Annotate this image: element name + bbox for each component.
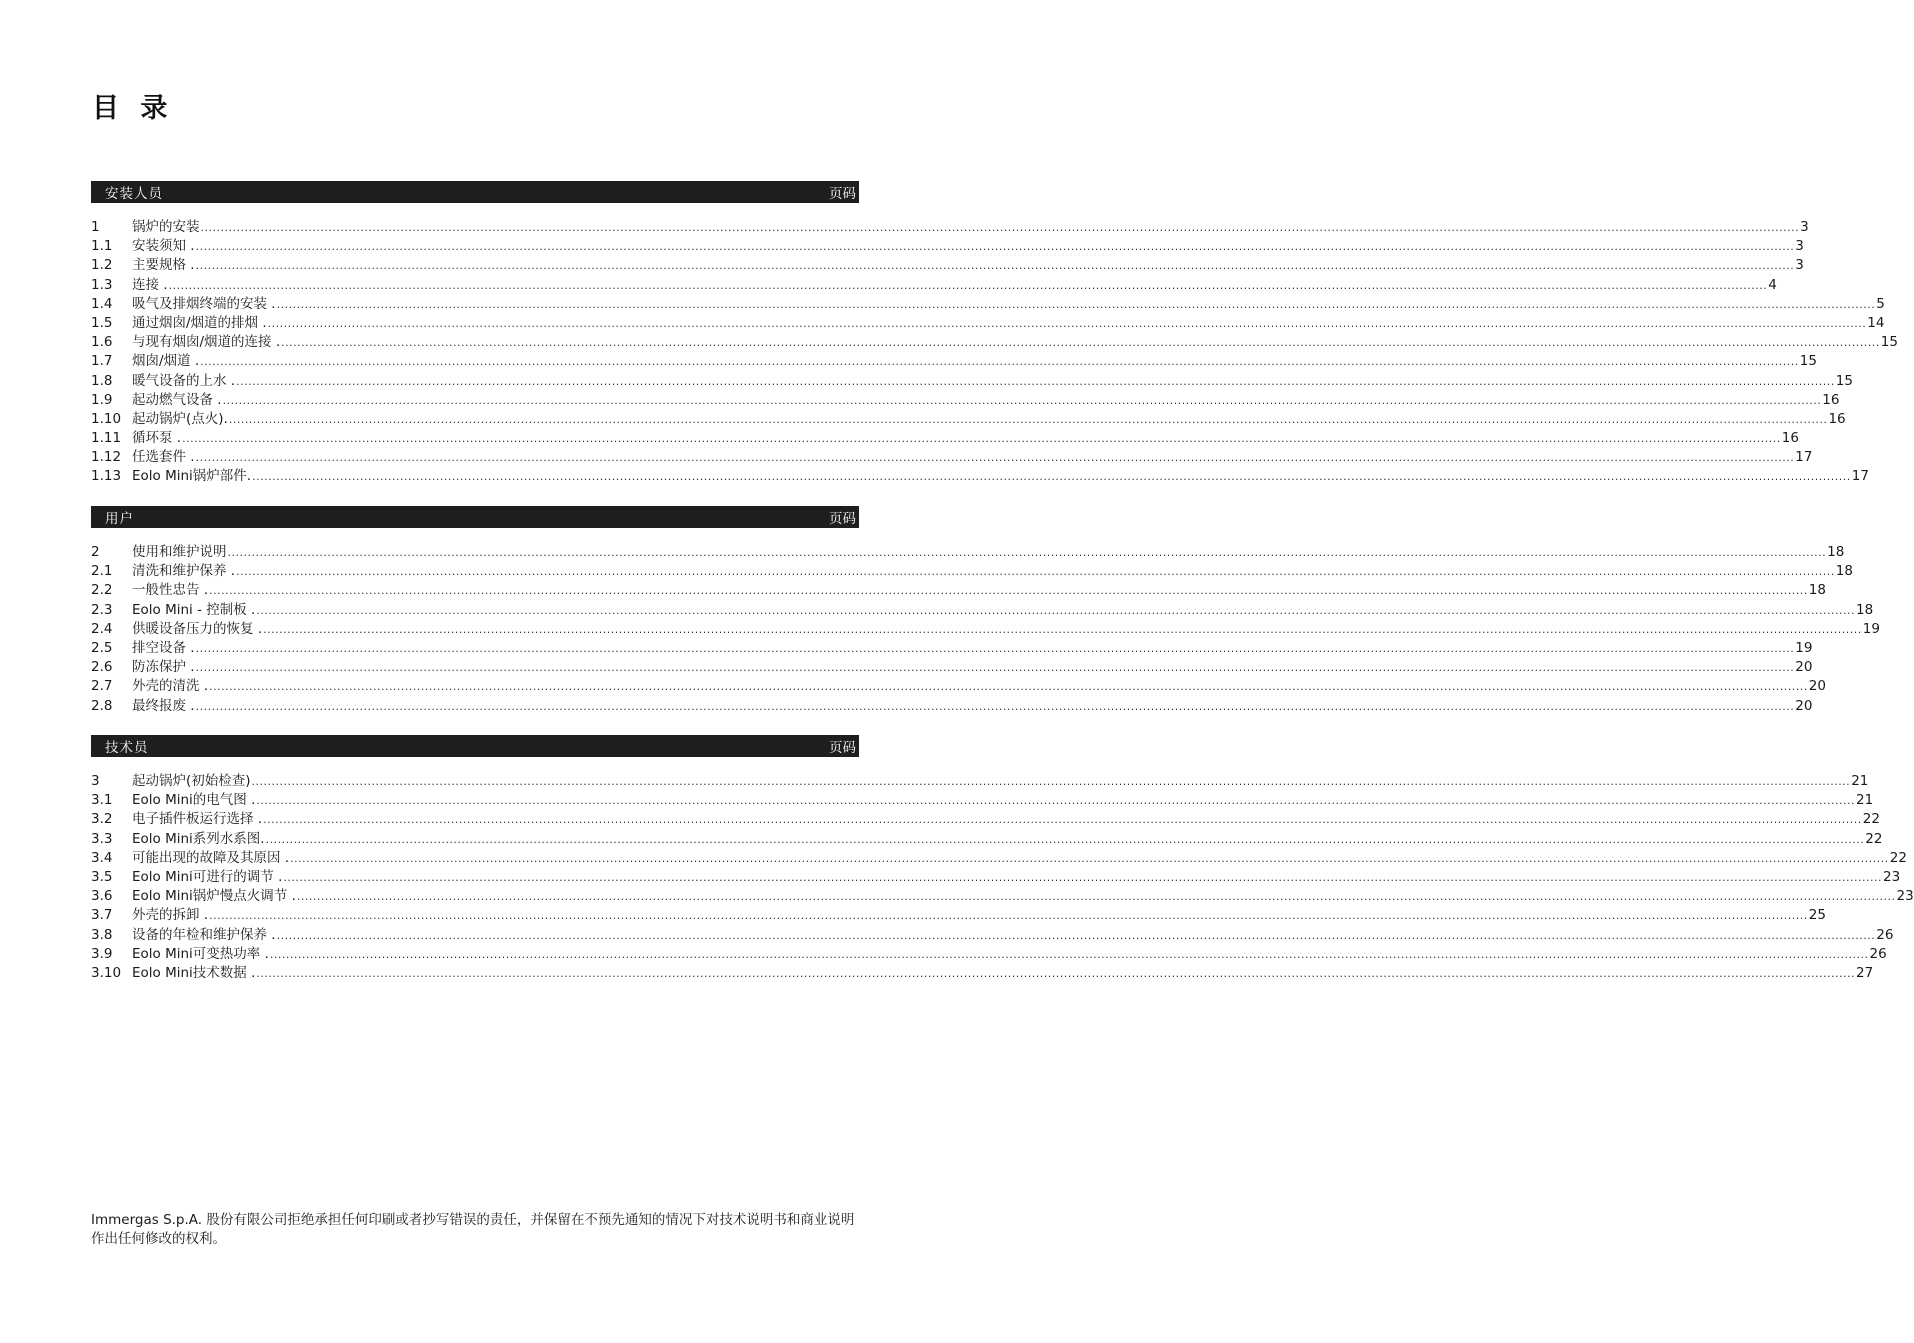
toc-list: [91, 772, 1914, 983]
toc-entry-title: 烟囱/烟道 .: [132, 353, 200, 370]
toc-entry[interactable]: [91, 391, 1840, 410]
disclaimer-text: Immergas S.p.A. 股份有限公司拒绝承担任何印刷或者抄写错误的责任，并保留在不预先通知的情况下对技术说明书和商业说明作出任何修改的权利。: [91, 1212, 855, 1247]
toc-entry-title: 起动燃气设备 .: [132, 391, 222, 408]
dot-leader: ................................................................................................................................................................................................................................................................................................................................................................................................................: [267, 316, 1867, 330]
page-column-label: 页码: [829, 511, 856, 527]
toc-entry-page: 21: [1851, 773, 1869, 789]
toc-entry[interactable]: [91, 256, 1804, 275]
toc-entry-title: 吸气及排烟终端的安装 .: [132, 295, 276, 312]
toc-entry[interactable]: [91, 810, 1880, 829]
toc-entry-title: 供暖设备压力的恢复 .: [132, 620, 263, 637]
toc-entry[interactable]: [91, 639, 1813, 658]
page-column-label: 页码: [829, 186, 856, 202]
toc-entry-title: 安装须知 .: [132, 238, 195, 255]
toc-entry-title: 使用和维护说明: [132, 544, 227, 560]
toc-section: [91, 181, 1898, 487]
toc-entry[interactable]: [91, 868, 1901, 887]
toc-entry-number: 1.13: [91, 468, 122, 485]
dot-leader: ................................................................................................................................................................................................................................................................................................................................................................................................................: [228, 412, 1828, 426]
toc-entry-number: 1.10: [91, 410, 122, 427]
dot-leader: ................................................................................................................................................................................................................................................................................................................................................................................................................: [256, 603, 1855, 617]
dot-leader: ................................................................................................................................................................................................................................................................................................................................................................................................................: [251, 775, 1851, 788]
toc-entry-title: 排空设备 .: [132, 639, 195, 656]
toc-entry-number: 1.4: [91, 295, 113, 312]
dot-leader: ................................................................................................................................................................................................................................................................................................................................................................................................................: [256, 794, 1856, 808]
toc-entry-number: 3.9: [91, 945, 113, 962]
toc-entry-title: Eolo Mini可变热功率 .: [132, 945, 269, 962]
toc-entry-number: 3.7: [91, 907, 113, 924]
toc-entry-page: 16: [1828, 410, 1846, 427]
dot-leader: ................................................................................................................................................................................................................................................................................................................................................................................................................: [236, 374, 1835, 388]
dot-leader: ................................................................................................................................................................................................................................................................................................................................................................................................................: [209, 584, 1808, 598]
dot-leader: ................................................................................................................................................................................................................................................................................................................................................................................................................: [195, 699, 1795, 713]
toc-entry-title: Eolo Mini锅炉慢点火调节 .: [132, 888, 296, 905]
toc-entry[interactable]: [91, 429, 1799, 448]
toc-entry-page: 15: [1880, 334, 1898, 351]
toc-entry-number: 3.6: [91, 888, 113, 905]
dot-leader: ................................................................................................................................................................................................................................................................................................................................................................................................................: [276, 928, 1876, 942]
toc-entry-page: 18: [1835, 563, 1853, 580]
toc-entry-title: 清洗和维护保养 .: [132, 563, 236, 580]
dot-leader: ................................................................................................................................................................................................................................................................................................................................................................................................................: [263, 622, 1862, 636]
toc-entry[interactable]: [91, 887, 1914, 906]
toc-entry-page: 15: [1835, 372, 1853, 389]
toc-entry[interactable]: [91, 849, 1907, 868]
dot-leader: ................................................................................................................................................................................................................................................................................................................................................................................................................: [195, 641, 1795, 655]
toc-entry[interactable]: [91, 295, 1885, 314]
toc-entry-number: 3.4: [91, 849, 113, 866]
dot-leader: ................................................................................................................................................................................................................................................................................................................................................................................................................: [195, 259, 1795, 273]
toc-entry-page: 27: [1856, 964, 1874, 981]
toc-entry[interactable]: [91, 333, 1898, 352]
toc-entry-title: 最终报废 .: [132, 697, 195, 714]
toc-entry[interactable]: [91, 945, 1887, 964]
toc-entry-title: Eolo Mini锅炉部件.: [132, 468, 252, 485]
toc-entry-title: 起动锅炉(初始检查): [132, 773, 251, 789]
toc-entry-page: 3: [1795, 238, 1804, 255]
dot-leader: ................................................................................................................................................................................................................................................................................................................................................................................................................: [195, 661, 1795, 675]
toc-entry[interactable]: [91, 467, 1869, 486]
dot-leader: ................................................................................................................................................................................................................................................................................................................................................................................................................: [236, 565, 1835, 579]
toc-entry-page: 26: [1876, 926, 1894, 943]
toc-section: [91, 506, 1880, 716]
toc-entry[interactable]: [91, 697, 1813, 716]
dot-leader: ................................................................................................................................................................................................................................................................................................................................................................................................................: [265, 832, 1865, 846]
toc-entry-number: 1.8: [91, 372, 113, 389]
toc-entry-number: 3.5: [91, 868, 113, 885]
toc-entry-title: Eolo Mini - 控制板 .: [132, 601, 256, 618]
toc-entry-page: 4: [1768, 276, 1777, 293]
toc-entry-number: 1.5: [91, 314, 113, 331]
toc-entry-page: 17: [1795, 449, 1813, 466]
toc-entry-page: 20: [1808, 678, 1826, 695]
page-title: 目 录: [92, 93, 174, 124]
toc-entry-title: 一般性忠告 .: [132, 582, 209, 599]
dot-leader: ................................................................................................................................................................................................................................................................................................................................................................................................................: [209, 909, 1808, 923]
dot-leader: ................................................................................................................................................................................................................................................................................................................................................................................................................: [195, 240, 1795, 254]
toc-entry-title: 通过烟囱/烟道的排烟 .: [132, 314, 267, 331]
toc-entry-number: 2.2: [91, 582, 113, 599]
toc-entry-page: 18: [1808, 582, 1826, 599]
toc-entry-page: 21: [1856, 792, 1874, 809]
toc-entry-page: 23: [1883, 868, 1901, 885]
dot-leader: ................................................................................................................................................................................................................................................................................................................................................................................................................: [209, 680, 1808, 694]
toc-entry-number: 1.1: [91, 238, 113, 255]
section-heading: 安装人员: [105, 186, 163, 202]
toc-entry-page: 19: [1795, 639, 1813, 656]
toc-entry-title: 任选套件 .: [132, 449, 195, 466]
toc-entry-number: 3.1: [91, 792, 113, 809]
toc-entry[interactable]: [91, 352, 1817, 371]
toc-entry-title: 循环泵 .: [132, 430, 182, 447]
dot-leader: ................................................................................................................................................................................................................................................................................................................................................................................................................: [182, 432, 1781, 446]
toc-entry-page: 19: [1862, 620, 1880, 637]
toc-entry-number: 1.7: [91, 353, 113, 370]
toc-entry-title: Eolo Mini技术数据 .: [132, 964, 256, 981]
page-column-label: 页码: [829, 740, 856, 756]
toc-entry-title: Eolo Mini系列水系图.: [132, 830, 265, 847]
toc-entry[interactable]: [91, 620, 1880, 639]
toc-entry-title: 连接 .: [132, 276, 168, 293]
toc-entry-number: 2.4: [91, 620, 113, 637]
toc-entry-page: 22: [1865, 830, 1883, 847]
toc-entry-number: 2.1: [91, 563, 113, 580]
toc-entry-number: 1: [91, 219, 100, 235]
toc-entry-page: 22: [1889, 849, 1907, 866]
toc-entry-number: 2.7: [91, 678, 113, 695]
toc-entry[interactable]: [91, 237, 1804, 256]
toc-entry-page: 20: [1795, 697, 1813, 714]
toc-entry-number: 1.3: [91, 276, 113, 293]
toc-entry-page: 16: [1822, 391, 1840, 408]
toc-entry-number: 2.6: [91, 659, 113, 676]
toc-entry[interactable]: [91, 830, 1883, 849]
toc-entry-page: 5: [1876, 295, 1885, 312]
toc-entry-page: 15: [1799, 353, 1817, 370]
toc-entry-number: 3: [91, 773, 100, 789]
toc-entry-title: 外壳的拆卸 .: [132, 907, 209, 924]
toc-list: [91, 543, 1880, 716]
toc-entry-title: 暖气设备的上水 .: [132, 372, 236, 389]
toc-entry[interactable]: [91, 581, 1826, 600]
toc-entry[interactable]: [91, 562, 1853, 581]
toc-entry[interactable]: [91, 677, 1826, 696]
dot-leader: ................................................................................................................................................................................................................................................................................................................................................................................................................: [276, 297, 1876, 311]
toc-entry-number: 1.11: [91, 430, 122, 447]
dot-leader: ................................................................................................................................................................................................................................................................................................................................................................................................................: [200, 355, 1799, 369]
toc-entry[interactable]: [91, 601, 1874, 620]
toc-entry-number: 2.5: [91, 639, 113, 656]
toc-entry-title: Eolo Mini的电气图 .: [132, 792, 256, 809]
toc-entry[interactable]: [91, 906, 1826, 925]
dot-leader: ................................................................................................................................................................................................................................................................................................................................................................................................................: [195, 451, 1795, 465]
dot-leader: ................................................................................................................................................................................................................................................................................................................................................................................................................: [168, 278, 1768, 292]
dot-leader: ................................................................................................................................................................................................................................................................................................................................................................................................................: [283, 870, 1883, 884]
toc-entry-title: 防冻保护 .: [132, 659, 195, 676]
toc-entry-number: 3.10: [91, 964, 122, 981]
toc-entry-page: 16: [1781, 430, 1799, 447]
toc-entry-page: 26: [1869, 945, 1887, 962]
section-header-bar: [91, 735, 859, 757]
toc-entry-number: 1.12: [91, 449, 122, 466]
toc-entry-number: 3.3: [91, 830, 113, 847]
toc-entry-number: 3.8: [91, 926, 113, 943]
toc-entry-page: 18: [1855, 601, 1874, 618]
toc-entry[interactable]: [91, 658, 1813, 677]
toc-entry-title: 主要规格 .: [132, 257, 195, 274]
toc-entry[interactable]: [91, 791, 1874, 810]
dot-leader: ................................................................................................................................................................................................................................................................................................................................................................................................................: [269, 947, 1869, 961]
dot-leader: ................................................................................................................................................................................................................................................................................................................................................................................................................: [290, 851, 1889, 865]
toc-entry-page: 22: [1862, 811, 1880, 828]
toc-entry-number: 2.3: [91, 601, 113, 618]
dot-leader: ................................................................................................................................................................................................................................................................................................................................................................................................................: [222, 393, 1822, 407]
toc-entry-title: 电子插件板运行选择 .: [132, 811, 263, 828]
toc-entry-page: 18: [1827, 544, 1845, 560]
toc-entry-page: 14: [1867, 314, 1885, 331]
toc-entry[interactable]: [91, 448, 1813, 467]
toc-entry-page: 23: [1896, 888, 1914, 905]
toc-entry-number: 1.6: [91, 334, 113, 351]
toc-entry-page: 25: [1808, 907, 1826, 924]
toc-entry-title: 可能出现的故障及其原因 .: [132, 849, 290, 866]
dot-leader: ................................................................................................................................................................................................................................................................................................................................................................................................................: [263, 813, 1862, 827]
toc-entry-number: 2.8: [91, 697, 113, 714]
toc-entry[interactable]: [91, 372, 1853, 391]
toc-entry-title: 起动锅炉(点火).: [132, 410, 228, 427]
dot-leader: ................................................................................................................................................................................................................................................................................................................................................................................................................: [256, 966, 1856, 980]
toc-entry[interactable]: [91, 314, 1885, 333]
toc-entry[interactable]: [91, 543, 1845, 562]
toc-entry-number: 3.2: [91, 811, 113, 828]
toc-entry-title: 外壳的清洗 .: [132, 678, 209, 695]
toc-list: [91, 218, 1898, 487]
section-header-bar: [91, 181, 859, 203]
toc-entry-page: 3: [1800, 219, 1809, 235]
toc-entry[interactable]: [91, 772, 1869, 791]
toc-entry-number: 1.2: [91, 257, 113, 274]
section-header-bar: [91, 506, 859, 528]
dot-leader: ................................................................................................................................................................................................................................................................................................................................................................................................................: [252, 470, 1851, 484]
toc-entry-page: 3: [1795, 257, 1804, 274]
toc-entry-title: 与现有烟囱/烟道的连接 .: [132, 334, 281, 351]
toc-entry-number: 2: [91, 544, 100, 560]
toc-entry-page: 20: [1795, 659, 1813, 676]
toc-entry-title: Eolo Mini可进行的调节 .: [132, 868, 283, 885]
dot-leader: ................................................................................................................................................................................................................................................................................................................................................................................................................: [227, 546, 1827, 559]
dot-leader: ................................................................................................................................................................................................................................................................................................................................................................................................................: [296, 890, 1896, 904]
toc-entry[interactable]: [91, 276, 1777, 295]
toc-entry[interactable]: [91, 410, 1846, 429]
section-heading: 技术员: [105, 740, 149, 756]
dot-leader: ................................................................................................................................................................................................................................................................................................................................................................................................................: [281, 336, 1880, 350]
toc-entry-page: 17: [1851, 468, 1869, 485]
toc-entry-number: 1.9: [91, 391, 113, 408]
toc-entry[interactable]: [91, 964, 1874, 983]
toc-section: [91, 735, 1914, 983]
toc-entry[interactable]: [91, 218, 1809, 237]
toc-entry-title: 锅炉的安装: [132, 219, 200, 235]
dot-leader: ................................................................................................................................................................................................................................................................................................................................................................................................................: [200, 221, 1800, 234]
toc-entry-title: 设备的年检和维护保养 .: [132, 926, 276, 943]
toc-entry[interactable]: [91, 926, 1894, 945]
section-heading: 用户: [105, 511, 134, 527]
